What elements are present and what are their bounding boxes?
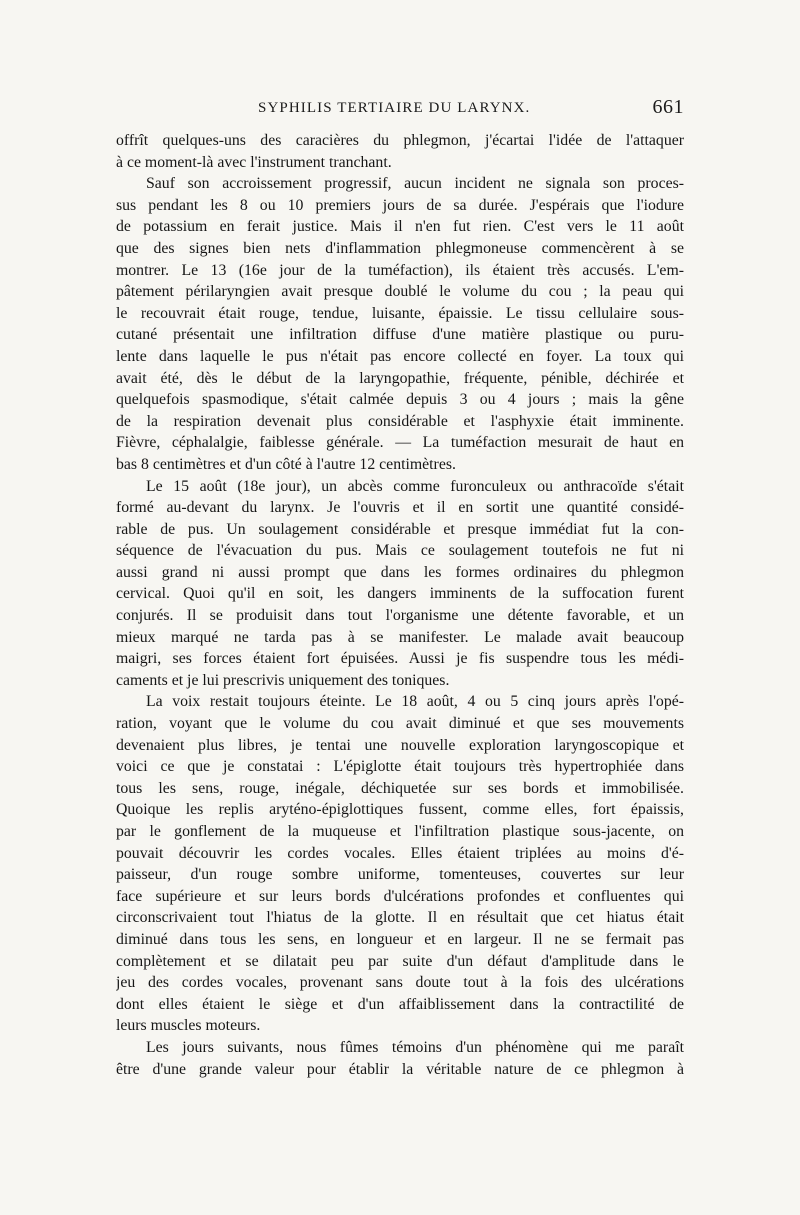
text-line: face supérieure et sur leurs bords d'ulcérations profondes et confluentes qui <box>116 887 684 905</box>
text-line: Sauf son accroissement progressif, aucun incident ne signala son proces- <box>146 175 684 193</box>
text-line: lente dans laquelle le pus n'était pas encore collecté en foyer. La toux qui <box>116 347 684 365</box>
page-header <box>118 96 684 126</box>
text-line: Le 15 août (18e jour), un abcès comme furonculeux ou anthracoïde s'était <box>146 477 684 495</box>
text-line: pouvait découvrir les cordes vocales. Elles étaient triplées au moins d'é- <box>116 844 684 862</box>
text-line: voici ce que je constatai : L'épiglotte était toujours très hypertrophiée dans <box>116 758 684 776</box>
text-line: rable de pus. Un soulagement considérable et presque immédiat fut la con- <box>116 520 684 538</box>
text-line: jeu des cordes vocales, provenant sans doute tout à la fois des ulcérations <box>116 974 684 992</box>
text-line: ration, voyant que le volume du cou avait diminué et que ses mouvements <box>116 715 684 733</box>
text-line: Quoique les replis aryténo-épiglottiques fussent, comme elles, fort épaissis, <box>116 801 684 819</box>
text-line: leurs muscles moteurs. <box>116 1017 261 1035</box>
text-line: sus pendant les 8 ou 10 premiers jours de sa durée. J'espérais que l'iodure <box>116 196 684 214</box>
text-line: être d'une grande valeur pour établir la véritable nature de ce phlegmon à <box>116 1060 684 1078</box>
page-number: 661 <box>652 96 684 118</box>
text-line: cervical. Quoi qu'il en soit, les dangers imminents de la suffocation furent <box>116 585 684 603</box>
paragraph <box>116 691 684 1037</box>
text-line: par le gonflement de la muqueuse et l'infiltration plastique sous-jacente, on <box>116 823 684 840</box>
paragraph <box>116 1037 684 1080</box>
text-line: devenaient plus libres, je tentai une nouvelle exploration laryngoscopique et <box>116 736 684 754</box>
paragraph <box>116 476 684 692</box>
text-line: cutané présentait une infiltration diffuse d'une matière plastique ou puru- <box>116 326 684 344</box>
text-line: maigri, ses forces étaient fort épuisées. Aussi je fis suspendre tous les médi- <box>116 650 684 668</box>
text-line: Fièvre, céphalalgie, faiblesse générale. — La tuméfaction mesurait de haut en <box>116 434 684 452</box>
body-text <box>116 130 684 1080</box>
text-line: formé au-devant du larynx. Je l'ouvris et il en sortit une quantité considé- <box>116 499 684 517</box>
text-line: pâtement périlaryngien avait presque doublé le volume du cou ; la peau qui <box>116 283 684 301</box>
text-line: le recouvrait était rouge, tendue, luisante, épaissie. Le tissu cellulaire sous- <box>116 304 684 322</box>
paragraph <box>116 130 684 173</box>
text-line: quelquefois spasmodique, s'était calmée depuis 3 ou 4 jours ; mais la gêne <box>116 391 684 409</box>
text-line: circonscrivaient tout l'hiatus de la glotte. Il en résultait que cet hiatus était <box>116 909 684 927</box>
text-line: dont elles étaient le siège et d'un affaiblissement dans la contractilité de <box>116 995 684 1013</box>
text-line: avait été, dès le début de la laryngopathie, fréquente, pénible, déchirée et <box>116 369 684 387</box>
text-line: à ce moment-là avec l'instrument tranchant. <box>116 153 392 171</box>
text-line: de la respiration devenait plus considérable et l'asphyxie était imminente. <box>116 412 684 430</box>
text-line: offrît quelques-uns des caracières du phlegmon, j'écartai l'idée de l'attaquer <box>116 132 684 149</box>
running-title: SYPHILIS TERTIAIRE DU LARYNX. <box>258 100 531 116</box>
text-line: séquence de l'évacuation du pus. Mais ce soulagement toutefois ne fut ni <box>116 542 684 560</box>
text-line: La voix restait toujours éteinte. Le 18 août, 4 ou 5 cinq jours après l'opé- <box>146 693 684 711</box>
text-line: diminué dans tous les sens, en longueur et en largeur. Il ne se fermait pas <box>116 930 684 948</box>
text-line: conjurés. Il se produisit dans tout l'organisme une détente favorable, et un <box>116 607 684 625</box>
text-line: mieux marqué ne tarda pas à se manifester. Le malade avait beaucoup <box>116 628 684 646</box>
paragraph <box>116 173 684 475</box>
text-line: de potassium en ferait justice. Mais il n'en fut rien. C'est vers le 11 août <box>116 218 684 236</box>
text-line: paisseur, d'un rouge sombre uniforme, tomenteuses, couvertes sur leur <box>116 866 684 884</box>
text-line: complètement et se dilatait peu par suite d'un défaut d'amplitude dans le <box>116 952 684 970</box>
text-line: montrer. Le 13 (16e jour de la tuméfaction), ils étaient très accusés. L'em- <box>116 261 684 279</box>
text-line: bas 8 centimètres et d'un côté à l'autre 12 centimètres. <box>116 455 456 473</box>
text-line: caments et je lui prescrivis uniquement des toniques. <box>116 671 450 689</box>
text-line: Les jours suivants, nous fûmes témoins d'un phénomène qui me paraît <box>146 1038 684 1056</box>
text-line: aussi grand ni aussi prompt que dans les formes ordinaires du phlegmon <box>116 563 684 581</box>
text-line: tous les sens, rouge, inégale, déchiquetée sur ses bords et immobilisée. <box>116 779 684 797</box>
text-line: que des signes bien nets d'inflammation phlegmoneuse commencèrent à se <box>116 239 684 257</box>
